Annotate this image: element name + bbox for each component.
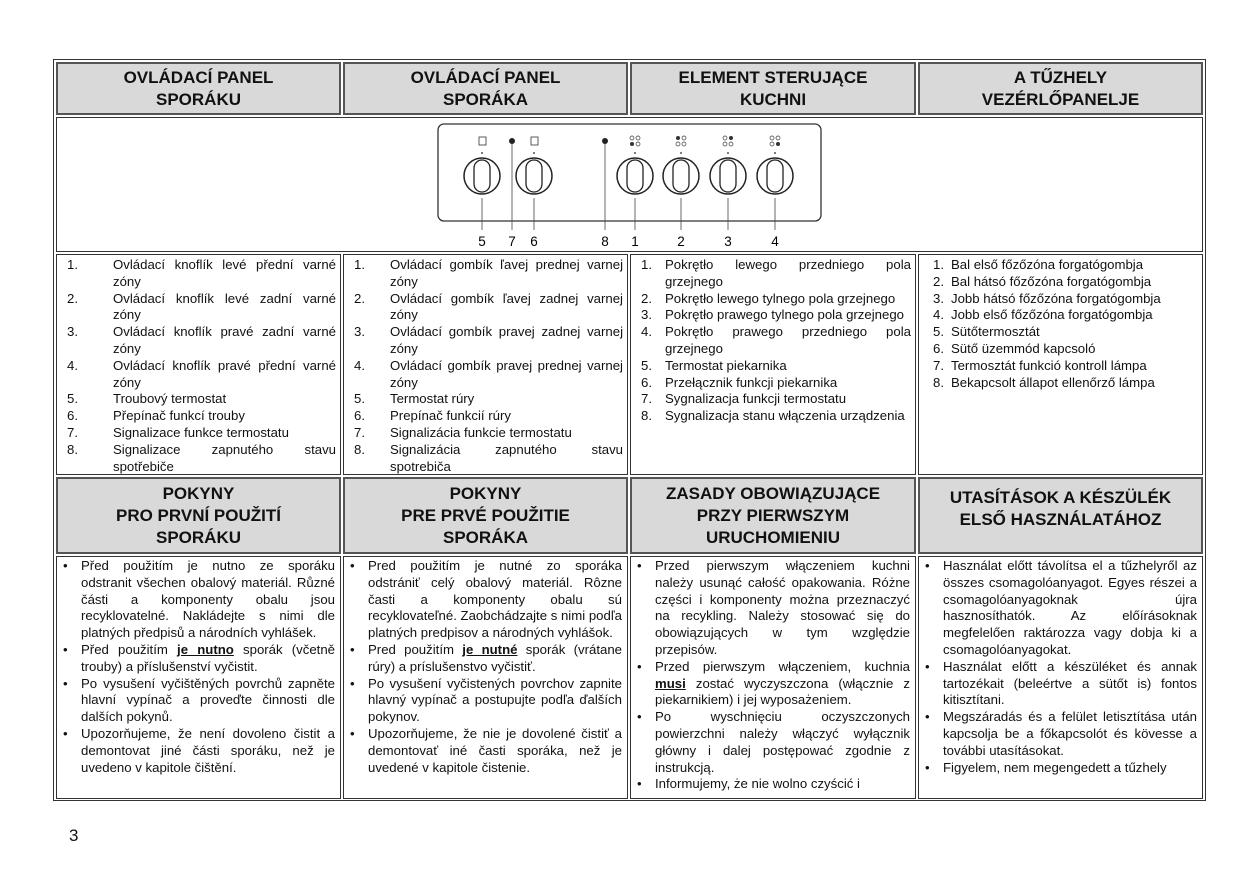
legend-sk [343, 254, 628, 475]
legend-item: 6. Přepínač funkcí trouby [67, 408, 245, 424]
legend-cz [56, 254, 341, 475]
instruction-item: • Upozorňujeme, že nie je dovolené čistiť a demontovať iné časti sporáka, než je uvedené v kapitole čistenie. [350, 725, 622, 775]
legend-item: 2. Bal hátsó főzőzóna forgatógombja [933, 273, 1152, 289]
legend-item: 7. Signalizácia funkcie termostatu [354, 424, 572, 440]
callout-number: 2 [677, 234, 685, 249]
legend-item: 8. Signalizace zapnutého stavu spotřebiče [67, 441, 336, 474]
legend-item: 7. Signalizace funkce termostatu [67, 424, 289, 440]
legend-item: 6. Sütő üzemmód kapcsoló [933, 340, 1096, 356]
legend-item: 1. Ovládací knoflík levé přední varné zóny [67, 257, 336, 289]
instruction-item: • Pred použitím je nutné zo sporáka odstrániť celý obalový materiál. Rôzne časti a komponenty obalu sú recyklovateľné. Zaobchádzajte s nimi podľa platných predpisov a národných vyhlášok. [350, 558, 622, 641]
legend-item: 8. Signalizácia zapnutého stavu spotrebiča [354, 441, 623, 474]
control-panel-diagram [57, 118, 1202, 251]
legend-item: 5. Sütőtermosztát [933, 324, 1040, 340]
instructions-pl [630, 556, 916, 799]
header-hu-control-panel: A TŰZHELY VEZÉRLŐPANELJE [918, 62, 1203, 115]
callout-number: 7 [508, 234, 516, 249]
instruction-item: • Przed pierwszym włączeniem, kuchnia musi zostać wyczyszczona (włącznie z piekarnikiem) i jej wyposażeniem. [637, 658, 910, 708]
page-number: 3 [69, 826, 79, 845]
legend-item: 3. Jobb hátsó főzőzóna forgatógombja [933, 290, 1161, 306]
instructions-list-sk [344, 557, 627, 776]
legend-item: 2. Ovládací gombík ľavej zadnej varnej zóny [354, 290, 623, 323]
instruction-item: • Po vysušení vyčistených povrchov zapnite hlavný vypínač a postupujte podľa ďalších pokynov. [350, 675, 622, 725]
legend-item: 6. Prepínač funkcií rúry [354, 408, 511, 424]
legend-item: 7. Termosztát funkció kontroll lámpa [933, 357, 1147, 373]
legend-pl [630, 254, 916, 475]
legend-item: 3. Ovládací knoflík pravé zadní varné zóny [67, 324, 336, 356]
callout-number: 3 [724, 234, 732, 249]
power-on-lamp-icon [602, 138, 608, 144]
callout-number: 1 [631, 234, 639, 249]
legend-hu [918, 254, 1203, 475]
legend-item: 7. Sygnalizacja funkcji termostatu [641, 391, 847, 407]
header-cz-control-panel: OVLÁDACÍ PANEL SPORÁKU [56, 62, 341, 115]
legend-item: 5. Termostat rúry [354, 391, 475, 407]
header-cz-first-use: POKYNY PRO PRVNÍ POUŽITÍ SPORÁKU [56, 477, 341, 554]
legend-item: 1. Ovládací gombík ľavej prednej varnej zóny [354, 257, 623, 289]
instructions-list-pl [631, 557, 915, 793]
instruction-item: • Megszáradás és a felület letisztítása után kapcsolja be a főkapcsolót és kövesse a további utasításokat. [925, 709, 1197, 758]
legend-item: 1. Bal első főzőzóna forgatógombja [933, 257, 1144, 272]
instructions-sk [343, 556, 628, 799]
instructions-cz [56, 556, 341, 799]
header-pl-control-panel: ELEMENT STERUJĄCE KUCHNI [630, 62, 916, 115]
instruction-item: • Figyelem, nem megengedett a tűzhely [925, 759, 1167, 775]
callout-number: 8 [601, 234, 609, 249]
header-sk-first-use: POKYNY PRE PRVÉ POUŽITIE SPORÁKA [343, 477, 628, 554]
legend-item: 4. Ovládací knoflík pravé přední varné zóny [67, 357, 336, 390]
thermostat-lamp-icon [509, 138, 515, 144]
header-hu-first-use: UTASÍTÁSOK A KÉSZÜLÉK ELSŐ HASZNÁLATÁHOZ [918, 477, 1203, 554]
instruction-item: • Pred použitím je nutné sporák (vrátane rúry) a príslušenstvo vyčistiť. [350, 641, 622, 674]
instructions-list-cz [57, 557, 340, 776]
control-panel-illustration-cell [56, 117, 1203, 252]
legend-item: 8. Bekapcsolt állapot ellenőrző lámpa [933, 374, 1155, 390]
instructions-hu [918, 556, 1203, 799]
legend-item: 2. Ovládací knoflík levé zadní varné zóny [67, 290, 336, 323]
legend-item: 2. Pokrętło lewego tylnego pola grzejnego [641, 290, 896, 306]
legend-list-sk [344, 255, 627, 475]
legend-list-hu [919, 255, 1202, 391]
instructions-list-hu [919, 557, 1202, 776]
legend-item: 3. Ovládací gombík pravej zadnej varnej zóny [354, 324, 623, 356]
callout-number: 5 [478, 234, 486, 249]
legend-list-cz [57, 255, 340, 475]
legend-item: 5. Troubový termostat [67, 391, 227, 407]
legend-item: 5. Termostat piekarnika [641, 357, 787, 373]
instruction-item: • Před použitím je nutno sporák (včetně trouby) a příslušenství vyčistit. [63, 641, 336, 674]
legend-item: 1. Pokrętło lewego przedniego pola grzejnego [641, 257, 911, 289]
instruction-item: • Po vysušení vyčištěných povrchů zapněte hlavní vypínač a proveďte činnosti dle dalších pokynů. [63, 675, 335, 725]
callout-number: 6 [530, 234, 538, 249]
instruction-item: • Po wyschnięciu oczyszczonych powierzchni należy włączyć wyłącznik główny i dalej postępować zgodnie z instrukcją. [637, 709, 910, 775]
instruction-item: • Před použitím je nutno ze sporáku odstranit všechen obalový materiál. Různé části a komponenty obalu jsou recyklovatelné. Nakládejte s nimi dle platných předpisů a národních vyhlášek. [63, 558, 335, 641]
legend-item: 4. Pokrętło prawego przedniego pola grzejnego [641, 324, 911, 356]
instruction-item: • Használat előtt a készüléket és annak tartozékait (beleértve a sütőt is) fontos kitisztítani. [925, 658, 1197, 708]
instruction-item: • Przed pierwszym włączeniem kuchni należy usunąć całość opakowania. Różne części i komponenty można przeznaczyć na recykling. Należy stosować się do obowiązujących w tym względzie przepisów. [637, 558, 910, 657]
instruction-item: • Használat előtt távolítsa el a tűzhelyről az összes csomagolóanyagot. Egyes részei a csomagolóanyagoknak újra hasznosíthatók. Az előírásoknak megfelelően raktározza vagy dobja ki a csomagolóanyagokat. [925, 558, 1197, 657]
callout-number: 4 [771, 234, 779, 249]
legend-item: 3. Pokrętło prawego tylnego pola grzejnego [641, 307, 904, 323]
header-pl-first-use: ZASADY OBOWIĄZUJĄCE PRZY PIERWSZYM URUCHOMIENIU [630, 477, 916, 554]
legend-item: 4. Jobb első főzőzóna forgatógombja [933, 307, 1153, 323]
legend-item: 8. Sygnalizacja stanu włączenia urządzenia [641, 408, 905, 424]
header-sk-control-panel: OVLÁDACÍ PANEL SPORÁKA [343, 62, 628, 115]
legend-list-pl [631, 255, 915, 425]
legend-item: 4. Ovládací gombík pravej prednej varnej zóny [354, 357, 623, 390]
legend-item: 6. Przełącznik funkcji piekarnika [641, 374, 838, 390]
instruction-item: • Upozorňujeme, že není dovoleno čistit a demontovat jiné části sporáku, než je uvedeno v kapitole čištění. [63, 725, 335, 775]
instruction-item: • Informujemy, że nie wolno czyścić i [637, 776, 860, 792]
